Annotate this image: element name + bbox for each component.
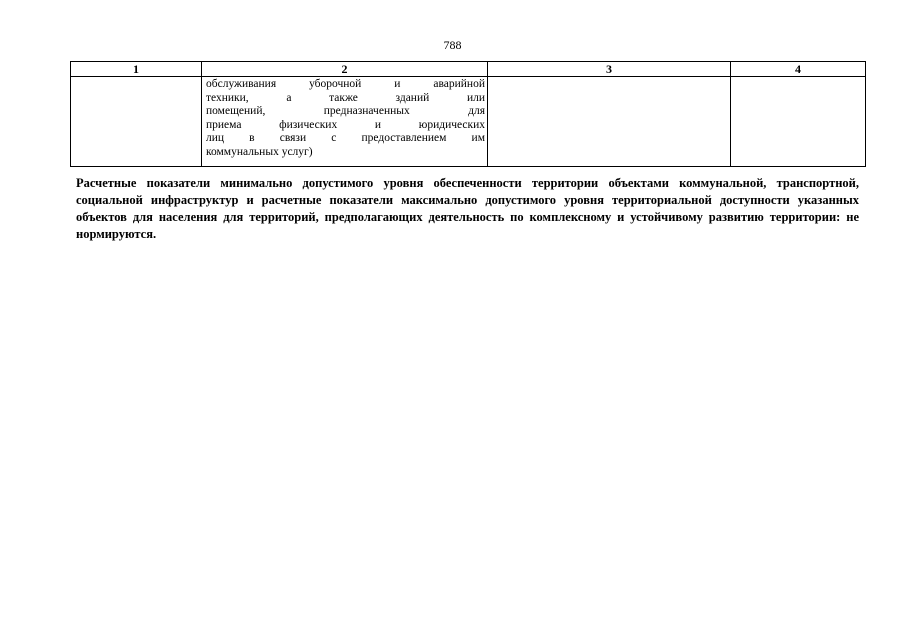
cell-line: приема физических и юридических bbox=[206, 118, 485, 131]
cell-line: техники, а также зданий или bbox=[206, 91, 485, 104]
table-cell-col2 bbox=[202, 77, 488, 167]
table-row bbox=[71, 77, 866, 167]
column-header-4: 4 bbox=[731, 62, 866, 77]
data-table bbox=[70, 61, 866, 167]
cell-line: лиц в связи с предоставлением им bbox=[206, 132, 485, 144]
table-cell-col4 bbox=[731, 77, 866, 167]
cell-line: помещений, предназначенных для bbox=[206, 105, 485, 117]
cell-line: коммунальных услуг) bbox=[206, 145, 313, 158]
table-cell-col3 bbox=[488, 77, 731, 167]
column-header-1: 1 bbox=[71, 62, 202, 77]
page-number: 788 bbox=[443, 38, 462, 52]
column-header-3: 3 bbox=[488, 62, 731, 77]
summary-paragraph: Расчетные показатели минимально допустимого уровня обеспеченности территории объектами коммунальной, транспортной, социальной инфраструктур и расчетные показатели максимально допустимого уровня территориальной доступности указанных объектов для населения для территорий, предполагающих деятельность по комплексному и устойчивому развитию территории: не нормируются. bbox=[76, 176, 859, 241]
cell-line: обслуживания уборочной и аварийной bbox=[206, 78, 485, 90]
table-header-row bbox=[71, 62, 866, 77]
table-cell-col1 bbox=[71, 77, 202, 167]
column-header-2: 2 bbox=[202, 62, 488, 77]
cell-text-col2 bbox=[202, 77, 487, 159]
